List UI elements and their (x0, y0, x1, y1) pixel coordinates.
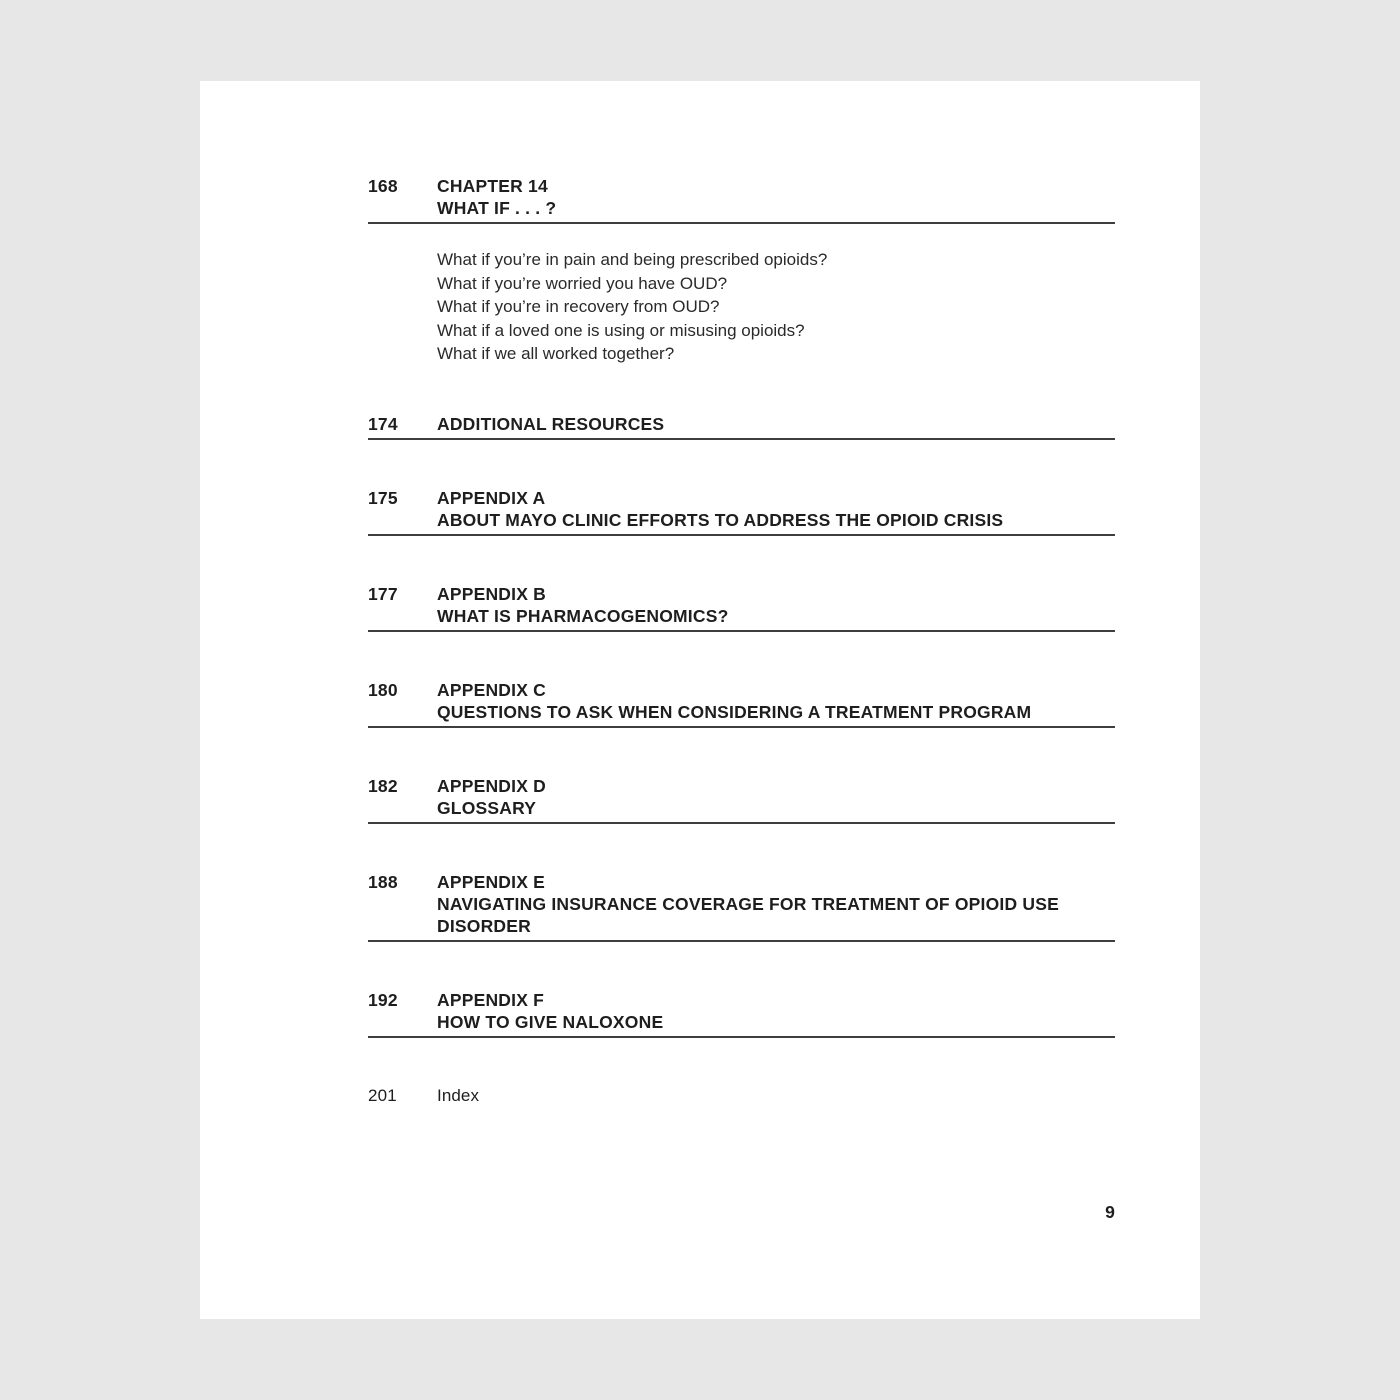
toc-entry (368, 413, 1115, 440)
toc-entry-title-line: WHAT IS PHARMACOGENOMICS? (437, 605, 729, 626)
toc-entry (368, 679, 1115, 728)
toc-entry-row (368, 775, 1115, 824)
toc-entry-title-line: ABOUT MAYO CLINIC EFFORTS TO ADDRESS THE OPIOID CRISIS (437, 509, 1004, 530)
toc-entry-page-number: 177 (368, 583, 398, 604)
toc-entry-title-line: APPENDIX E (437, 871, 545, 892)
toc-entry-titles (437, 1085, 1115, 1107)
toc-entry-titles (437, 775, 1115, 819)
toc-entry-title-line: GLOSSARY (437, 797, 537, 818)
toc-entry-page-number: 192 (368, 989, 398, 1010)
toc-entry (368, 989, 1115, 1038)
table-of-contents (368, 175, 1115, 1107)
toc-entry-title-line: HOW TO GIVE NALOXONE (437, 1011, 664, 1032)
toc-entry-titles (437, 583, 1115, 627)
toc-entry-page-number: 188 (368, 871, 398, 892)
toc-entry-title-line: APPENDIX D (437, 775, 546, 796)
toc-entry-row (368, 1085, 1115, 1107)
toc-entry-title-line: APPENDIX B (437, 583, 546, 604)
toc-entry-titles (437, 413, 1115, 435)
toc-entry (368, 871, 1115, 942)
toc-entry-page-number: 180 (368, 679, 398, 700)
toc-entry-row (368, 413, 1115, 440)
toc-entry (368, 775, 1115, 824)
toc-entry-page-number: 174 (368, 413, 398, 434)
toc-entry-row (368, 989, 1115, 1038)
toc-entry-title-line: DISORDER (437, 915, 531, 936)
toc-entry (368, 583, 1115, 632)
page-number: 9 (1105, 1202, 1115, 1222)
toc-subitem: What if we all worked together? (437, 344, 675, 363)
toc-entry (368, 1085, 1115, 1107)
toc-entry-titles (437, 487, 1115, 531)
toc-entry-title-line: APPENDIX A (437, 487, 546, 508)
toc-entry-page-number: 201 (368, 1085, 397, 1105)
toc-entry-titles (437, 679, 1115, 723)
toc-entry-page-number: 182 (368, 775, 398, 796)
toc-entry-title-line: APPENDIX F (437, 989, 545, 1010)
toc-entry-title-line: CHAPTER 14 (437, 176, 548, 196)
toc-entry-titles (437, 175, 1115, 219)
toc-subitem: What if you’re worried you have OUD? (437, 273, 728, 293)
toc-subitem: What if you’re in pain and being prescribed opioids? (437, 250, 828, 269)
toc-entry-titles (437, 989, 1115, 1033)
book-page (200, 81, 1200, 1319)
toc-entry-row (368, 679, 1115, 728)
toc-subitem: What if a loved one is using or misusing opioids? (437, 320, 805, 340)
toc-entry-page-number: 175 (368, 487, 398, 508)
toc-entry-row (368, 175, 1115, 224)
toc-entry-titles (437, 871, 1115, 937)
toc-entry (368, 175, 1115, 366)
toc-entry (368, 487, 1115, 536)
toc-entry-page-number: 168 (368, 176, 398, 196)
toc-entry-title-line: WHAT IF . . . ? (437, 198, 557, 218)
toc-entry-row (368, 487, 1115, 536)
toc-entry-title-line: QUESTIONS TO ASK WHEN CONSIDERING A TREATMENT PROGRAM (437, 701, 1032, 722)
toc-entry-title-line: Index (437, 1085, 480, 1105)
toc-entry-row (368, 583, 1115, 632)
toc-entry-title-line: NAVIGATING INSURANCE COVERAGE FOR TREATMENT OF OPIOID USE (437, 893, 1059, 914)
toc-entry-title-line: APPENDIX C (437, 679, 546, 700)
toc-subitem: What if you’re in recovery from OUD? (437, 297, 720, 316)
toc-entry-row (368, 871, 1115, 942)
toc-entry-title-line: ADDITIONAL RESOURCES (437, 413, 665, 434)
toc-entry-subitems (437, 248, 1115, 366)
